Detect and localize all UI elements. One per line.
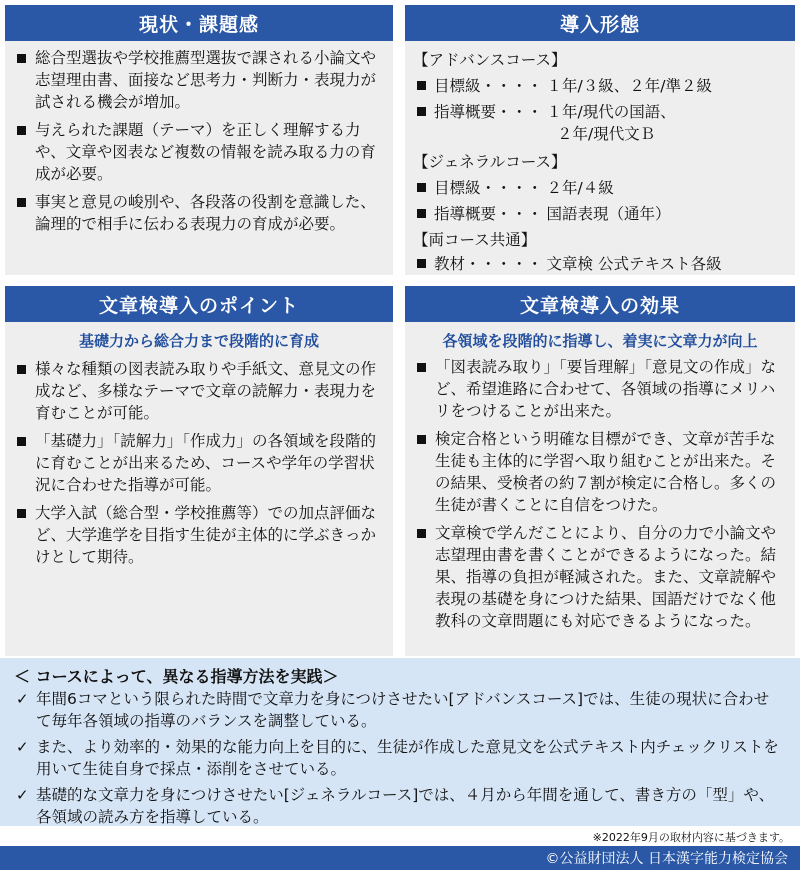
general-target-label: 目標級・・・・ <box>434 179 543 197</box>
source-note: ※2022年9月の取材内容に基づきます。 <box>592 831 790 844</box>
points-subtitle: 基礎力から総合力まで段階的に育成 <box>78 332 319 350</box>
advance-target-row <box>413 75 712 97</box>
common-material-value: 文章検 公式テキスト各級 <box>546 255 722 273</box>
effects-list <box>413 356 783 638</box>
general-guide-row <box>413 203 671 225</box>
common-material-label: 教材・・・・・ <box>434 255 543 273</box>
advance-target-value: １年/３級、２年/準２級 <box>546 77 712 95</box>
current-issues-list <box>13 47 381 241</box>
check-icon: ✓ <box>16 786 29 804</box>
list-item: 「図表読み取り」「要旨理解」「意見文の作成」など、希望進路に合わせて、各領域の指導にメリハリをつけることが出来た。 <box>413 356 783 422</box>
introduction-form-panel <box>405 5 795 275</box>
copyright-footer: ©公益財団法人 日本漢字能力検定協会 <box>0 846 800 870</box>
list-item: 検定合格という明確な目標ができ、文章が苦手な生徒も主体的に学習へ取り組むことが出来た。その結果、受検者の約７割が検定に合格し。多くの生徒が書くことに自信をつけた。 <box>413 428 783 516</box>
advance-guide-value-2: ２年/現代文Ｂ <box>557 125 656 143</box>
practice-list <box>14 688 784 832</box>
list-item: 文章検で学んだことにより、自分の力で小論文や志望理由書を書くことができるようになった。結果、指導の負担が軽減された。また、文章読解や表現の基礎を身につけた結果、国語だけでなく他教科の文章問題にも対応できるようになった。 <box>413 522 783 632</box>
points-list <box>13 358 381 574</box>
current-issues-header: 現状・課題感 <box>5 5 393 41</box>
introduction-form-header: 導入形態 <box>405 5 795 41</box>
general-guide-label: 指導概要・・・ <box>434 205 543 223</box>
list-item <box>14 688 784 732</box>
practice-text: また、より効率的・効果的な能力向上を目的に、生徒が作成した意見文を公式テキスト内チェックリストを用いて生徒自身で採点・添削をさせている。 <box>36 738 779 778</box>
practice-panel <box>0 658 800 826</box>
advance-guide-row <box>413 101 676 123</box>
common-material-row <box>413 253 722 275</box>
advance-guide-label: 指導概要・・・ <box>434 103 543 121</box>
list-item: 与えられた課題（テーマ）を正しく理解する力や、文章や図表など複数の情報を読み取る力の育成が必要。 <box>13 119 381 185</box>
check-icon: ✓ <box>16 690 29 708</box>
list-item: 大学入試（総合型・学校推薦等）での加点評価など、大学進学を目指す生徒が主体的に学ぶきっかけとして期待。 <box>13 502 381 568</box>
effects-header: 文章検導入の効果 <box>405 286 795 322</box>
points-header: 文章検導入のポイント <box>5 286 393 322</box>
general-target-row <box>413 177 614 199</box>
general-course-title: 【ジェネラルコース】 <box>413 153 567 171</box>
check-icon: ✓ <box>16 738 29 756</box>
common-title: 【両コース共通】 <box>413 231 537 249</box>
list-item <box>14 736 784 780</box>
list-item: 総合型選抜や学校推薦型選抜で課される小論文や志望理由書、面接など思考力・判断力・表現力が試される機会が増加。 <box>13 47 381 113</box>
practice-title: ＜ コースによって、異なる指導方法を実践＞ <box>14 667 339 686</box>
advance-target-label: 目標級・・・・ <box>434 77 543 95</box>
practice-text: 基礎的な文章力を身につけさせたい[ジェネラルコース]では、４月から年間を通して、書き方の「型」や、各領域の読み方を指導している。 <box>36 786 775 826</box>
effects-panel <box>405 286 795 656</box>
general-guide-value: 国語表現（通年） <box>546 205 671 223</box>
list-item: 事実と意見の峻別や、各段落の役割を意識した、論理的で相手に伝わる表現力の育成が必要。 <box>13 191 381 235</box>
list-item: 「基礎力」「読解力」「作成力」の各領域を段階的に育むことが出来るため、コースや学年の学習状況に合わせた指導が可能。 <box>13 430 381 496</box>
current-issues-panel <box>5 5 393 275</box>
advance-course-title: 【アドバンスコース】 <box>413 51 567 69</box>
practice-text: 年間6コマという限られた時間で文章力を身につけさせたい[アドバンスコース]では、生徒の現状に合わせて毎年各領域の指導のバランスを調整している。 <box>36 690 770 730</box>
list-item: 様々な種類の図表読み取りや手紙文、意見文の作成など、多様なテーマで文章の読解力・表現力を育むことが可能。 <box>13 358 381 424</box>
effects-subtitle: 各領域を段階的に指導し、着実に文章力が向上 <box>442 332 758 350</box>
points-panel <box>5 286 393 656</box>
general-target-value: ２年/４級 <box>546 179 614 197</box>
list-item <box>14 784 784 828</box>
advance-guide-value-1: １年/現代の国語、 <box>546 103 676 121</box>
